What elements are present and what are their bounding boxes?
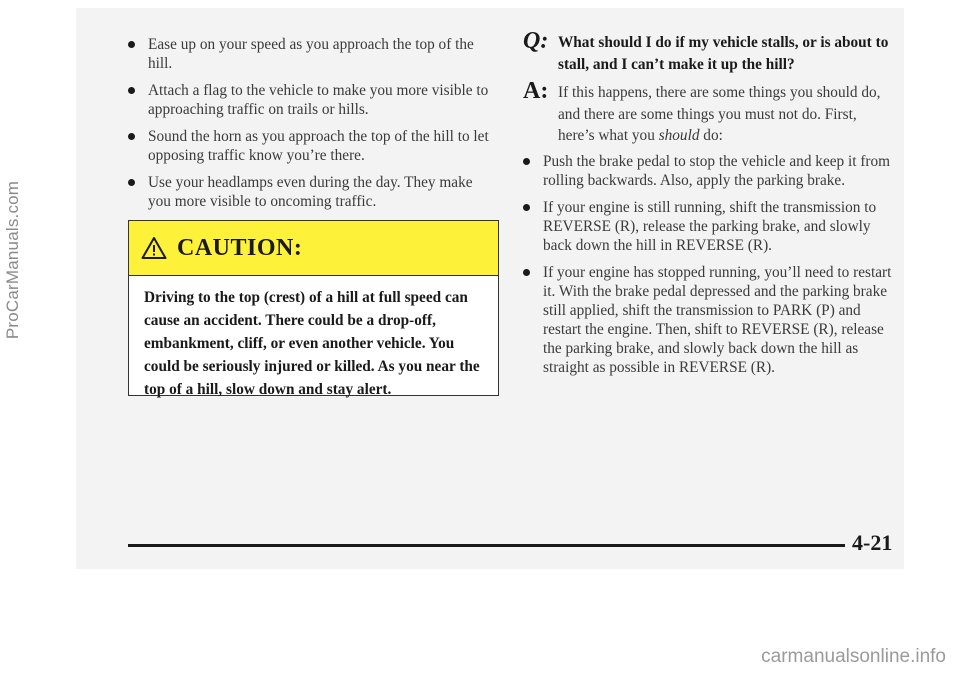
answer-text-start: If this happens, there are some things you should do, and there are some things you must not do. First, here’s what you xyxy=(558,84,881,144)
question-text: What should I do if my vehicle stalls, or is about to stall, and I can’t make it up the hill? xyxy=(558,34,889,73)
bullet-icon xyxy=(128,179,135,186)
footer-rule xyxy=(128,544,845,547)
list-item-text: Sound the horn as you approach the top of the hill to let opposing traffic know you’re there. xyxy=(148,128,489,164)
list-item xyxy=(128,35,498,73)
list-item xyxy=(523,152,895,190)
bullet-icon xyxy=(128,133,135,140)
side-watermark-text: ProCarManuals.com xyxy=(3,180,22,340)
list-item xyxy=(523,198,895,255)
side-watermark xyxy=(2,42,24,478)
list-item-text: If your engine is still running, shift the transmission to REVERSE (R), release the parking brake, and slowly back down the hill in REVERSE (R). xyxy=(543,199,877,254)
answer-block xyxy=(523,78,895,147)
answer-text-end: do: xyxy=(699,127,723,144)
list-item xyxy=(128,127,498,165)
answer-mark-label: A: xyxy=(523,78,549,104)
caution-header xyxy=(129,221,498,276)
list-item-text: If your engine has stopped running, you’ll need to restart it. With the brake pedal depressed and the parking brake still applied, shift the transmission to PARK (P) and restart the engine. Then, shift to REVERSE (R), release the parking brake, and slowly back down the hill as straight as possible in REVERSE (R). xyxy=(543,264,892,376)
caution-box xyxy=(128,220,499,396)
list-item xyxy=(128,81,498,119)
list-item-text: Ease up on your speed as you approach the top of the hill. xyxy=(148,36,474,72)
list-item-text: Attach a flag to the vehicle to make you more visible to approaching traffic on trails or hills. xyxy=(148,82,489,118)
caution-text: Driving to the top (crest) of a hill at full speed can cause an accident. There could be a drop-off, embankment, cliff, or even another vehicle. You could be seriously injured or killed. As you near the top of a hill, slow down and stay alert. xyxy=(144,289,480,398)
list-item-text: Use your headlamps even during the day. They make you more visible to oncoming traffic. xyxy=(148,174,473,210)
caution-title: CAUTION: xyxy=(177,234,303,261)
list-item-text: Push the brake pedal to stop the vehicle and keep it from rolling backwards. Also, apply the parking brake. xyxy=(543,153,891,189)
page-number: 4-21 xyxy=(852,530,893,555)
answer-text xyxy=(558,82,895,147)
question-mark-label: Q: xyxy=(523,28,549,54)
bullet-icon xyxy=(128,87,135,94)
left-bullet-list xyxy=(128,35,498,219)
bullet-icon xyxy=(523,158,530,165)
answer-emphasis: should xyxy=(658,127,700,144)
question-block xyxy=(523,28,895,75)
warning-triangle-icon xyxy=(141,236,167,260)
list-item xyxy=(128,173,498,211)
bullet-icon xyxy=(128,41,135,48)
list-item xyxy=(523,263,895,377)
right-bullet-list xyxy=(523,152,895,385)
bullet-icon xyxy=(523,269,530,276)
bottom-watermark: carmanualsonline.info xyxy=(761,646,946,667)
bullet-icon xyxy=(523,204,530,211)
